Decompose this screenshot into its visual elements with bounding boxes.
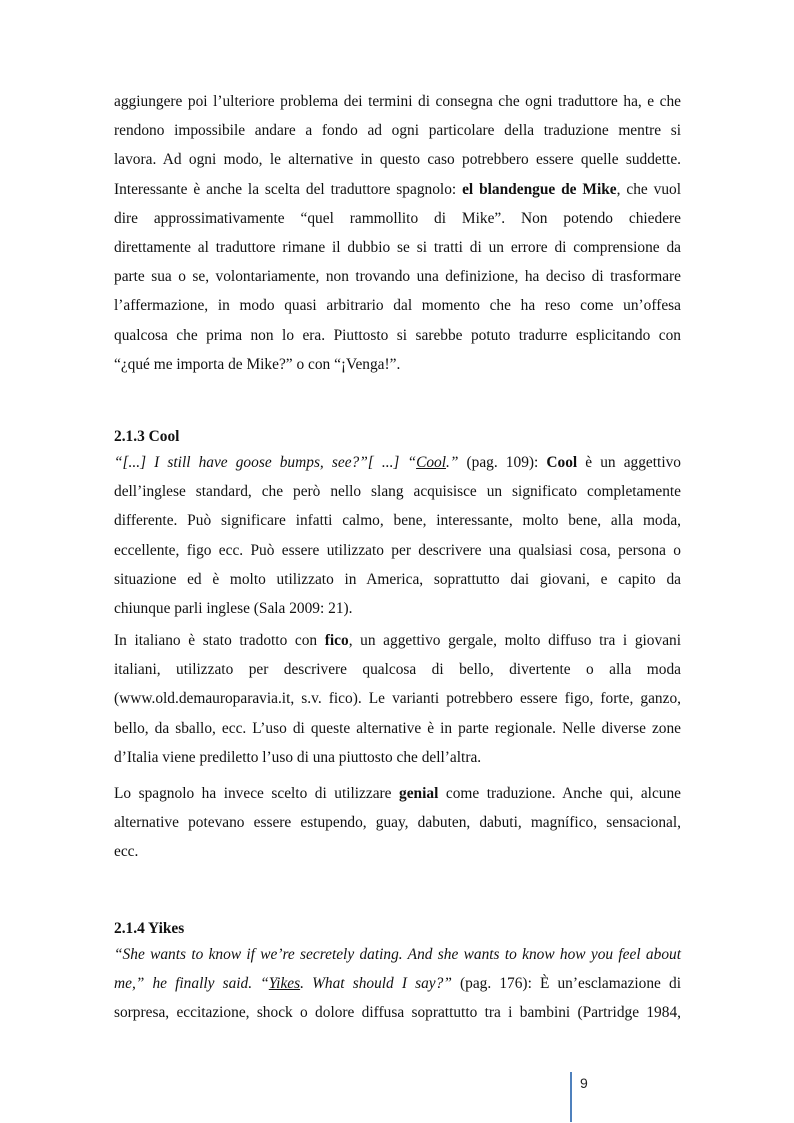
paragraph-yikes — [114, 940, 681, 1028]
paragraph-cool-spanish — [114, 779, 681, 867]
text-line: Interessante è anche la scelta del traduttore spagnolo: el blandengue de Mike, che vuol — [114, 180, 681, 198]
text-line: “¿qué me importa de Mike?” o con “¡Venga!”. — [114, 355, 401, 373]
text-line: ecc. — [114, 843, 139, 861]
page-number — [570, 1072, 588, 1122]
text-line: (www.old.demauroparavia.it, s.v. fico). Le varianti potrebbero essere figo, forte, ganzo, — [114, 690, 681, 708]
text-line: chiunque parli inglese (Sala 2009: 21). — [114, 600, 353, 618]
text-line: me,” he finally said. “Yikes. What should I say?” (pag. 176): È un’esclamazione di — [114, 975, 681, 993]
text-line: aggiungere poi l’ulteriore problema dei termini di consegna che ogni traduttore ha, e che — [114, 93, 681, 110]
text-line: rendono impossibile andare a fondo ad ogni particolare della traduzione mentre si — [114, 122, 681, 140]
text-line: parte sua o se, volontariamente, non trovando una definizione, ha deciso di trasformare — [114, 268, 681, 286]
text-line: l’affermazione, in modo quasi arbitrario dal momento che ha reso come un’offesa — [114, 297, 681, 315]
text-line: dire approssimativamente “quel rammollito di Mike”. Non potendo chiedere — [114, 209, 681, 227]
section-heading-cool: 2.1.3 Cool — [114, 428, 180, 445]
text-line: lavora. Ad ogni modo, le alternative in questo caso potrebbero essere quelle suddette. — [114, 151, 681, 169]
text-line: d’Italia viene prediletto l’uso di una piuttosto che dell’altra. — [114, 748, 482, 766]
paragraph-cool-italian — [114, 626, 681, 772]
paragraph-continuation — [114, 87, 681, 379]
spanish-translation-term: el blandengue de Mike — [462, 180, 617, 198]
text-line: “[...] I still have goose bumps, see?”[ ...] “Cool.” (pag. 109): Cool è un aggettivo — [114, 454, 681, 471]
text-line: direttamente al traduttore rimane il dubbio se si tratti di un errore di comprensione da — [114, 239, 681, 257]
text-line: differente. Può significare infatti calmo, bene, interessante, molto bene, alla moda, — [114, 512, 681, 530]
text-line: bello, da sballo, ecc. L’uso di queste alternative è in parte regionale. Nelle diverse zone — [114, 719, 681, 737]
text-line: eccellente, figo ecc. Può essere utilizzato per descrivere una qualsiasi cosa, persona o — [114, 541, 681, 559]
quote-excerpt: “[...] I still have goose bumps, see?”[ ...] “Cool.” — [114, 454, 459, 471]
section-heading-yikes: 2.1.4 Yikes — [114, 920, 185, 937]
text-line: “She wants to know if we’re secretely dating. And she wants to know how you feel about — [114, 946, 681, 963]
quote-excerpt: me,” he finally said. “Yikes. What should I say?” — [114, 975, 452, 993]
text-line: alternative potevano essere estupendo, guay, dabuten, dabuti, magnífico, sensacional, — [114, 814, 681, 832]
text-line: sorpresa, eccitazione, shock o dolore diffusa soprattutto tra i bambini (Partridge 1984, — [114, 1004, 681, 1022]
text-line: Lo spagnolo ha invece scelto di utilizzare genial come traduzione. Anche qui, alcune — [114, 785, 681, 802]
page-number-label: 9 — [580, 1075, 588, 1091]
paragraph-cool-definition — [114, 448, 681, 623]
text-line: italiani, utilizzato per descrivere qualcosa di bello, divertente o alla moda — [114, 661, 681, 679]
text-line: dell’inglese standard, che però nello slang acquisisce un significato completamente — [114, 483, 681, 501]
text-line: qualcosa che prima non lo era. Piuttosto si sarebbe potuto tradurre esplicitando con — [114, 326, 681, 344]
text-line: situazione ed è molto utilizzato in America, soprattutto dai giovani, e capito da — [114, 570, 681, 588]
text-line: In italiano è stato tradotto con fico, un aggettivo gergale, molto diffuso tra i giovani — [114, 632, 681, 649]
